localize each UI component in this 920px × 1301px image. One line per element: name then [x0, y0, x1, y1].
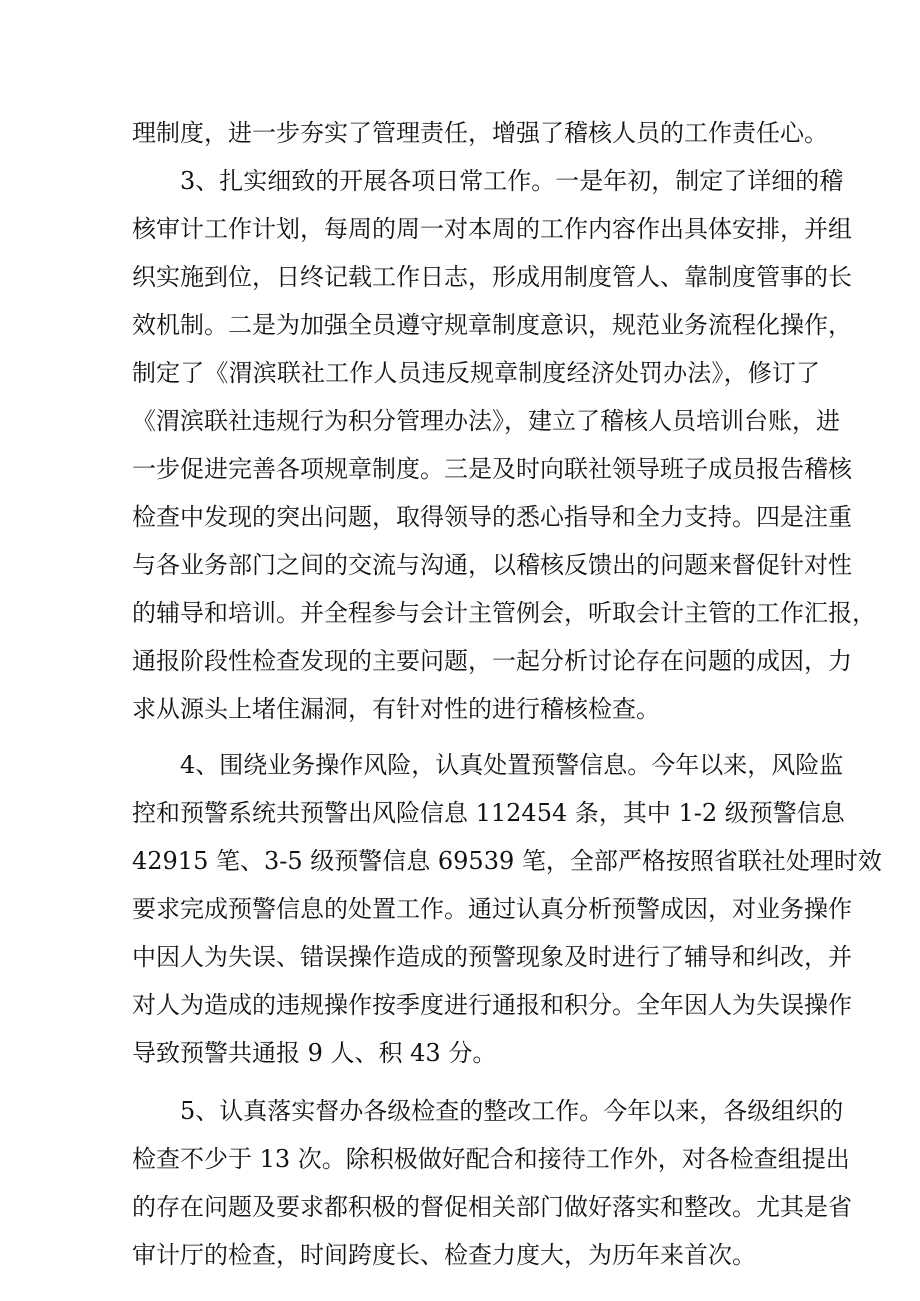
paragraph-first-line: 4、围绕业务操作风险，认真处置预警信息。今年以来，风险监 [180, 751, 844, 779]
text-line: 对人为造成的违规操作按季度进行通报和积分。全年因人为失误操作 [132, 991, 852, 1019]
text-line: 一步促进完善各项规章制度。三是及时向联社领导班子成员报告稽核 [132, 455, 852, 483]
text-line: 求从源头上堵住漏洞，有针对性的进行稽核检查。 [132, 695, 660, 723]
text-line: 审计厅的检查，时间跨度长、检查力度大，为历年来首次。 [132, 1241, 756, 1269]
text-line: 控和预警系统共预警出风险信息 112454 条，其中 1-2 级预警信息 [132, 799, 845, 827]
paragraph-first-line: 3、扎实细致的开展各项日常工作。一是年初，制定了详细的稽 [180, 167, 844, 195]
text-line: 织实施到位，日终记载工作日志，形成用制度管人、靠制度管事的长 [132, 263, 852, 291]
text-line: 中因人为失误、错误操作造成的预警现象及时进行了辅导和纠改，并 [132, 943, 852, 971]
text-line: 《渭滨联社违规行为积分管理办法》，建立了稽核人员培训台账，进 [132, 407, 840, 435]
text-line: 的存在问题及要求都积极的督促相关部门做好落实和整改。尤其是省 [132, 1193, 852, 1221]
text-line: 核审计工作计划，每周的周一对本周的工作内容作出具体安排，并组 [132, 215, 852, 243]
paragraph-first-line: 5、认真落实督办各级检查的整改工作。今年以来，各级组织的 [180, 1097, 844, 1125]
text-line: 要求完成预警信息的处置工作。通过认真分析预警成因，对业务操作 [132, 895, 852, 923]
text-line: 导致预警共通报 9 人、积 43 分。 [132, 1039, 497, 1067]
text-line: 理制度，进一步夯实了管理责任，增强了稽核人员的工作责任心。 [132, 119, 828, 147]
text-line: 42915 笔、3-5 级预警信息 69539 笔，全部严格按照省联社处理时效 [132, 847, 882, 875]
text-line: 的辅导和培训。并全程参与会计主管例会，听取会计主管的工作汇报， [132, 599, 876, 627]
text-line: 制定了《渭滨联社工作人员违反规章制度经济处罚办法》，修订了 [132, 359, 820, 387]
text-line: 效机制。二是为加强全员遵守规章制度意识，规范业务流程化操作， [132, 311, 852, 339]
text-line: 检查不少于 13 次。除积极做好配合和接待工作外，对各检查组提出 [132, 1145, 850, 1173]
text-line: 通报阶段性检查发现的主要问题，一起分析讨论存在问题的成因，力 [132, 647, 852, 675]
text-line: 与各业务部门之间的交流与沟通，以稽核反馈出的问题来督促针对性 [132, 551, 852, 579]
text-line: 检查中发现的突出问题，取得领导的悉心指导和全力支持。四是注重 [132, 503, 852, 531]
